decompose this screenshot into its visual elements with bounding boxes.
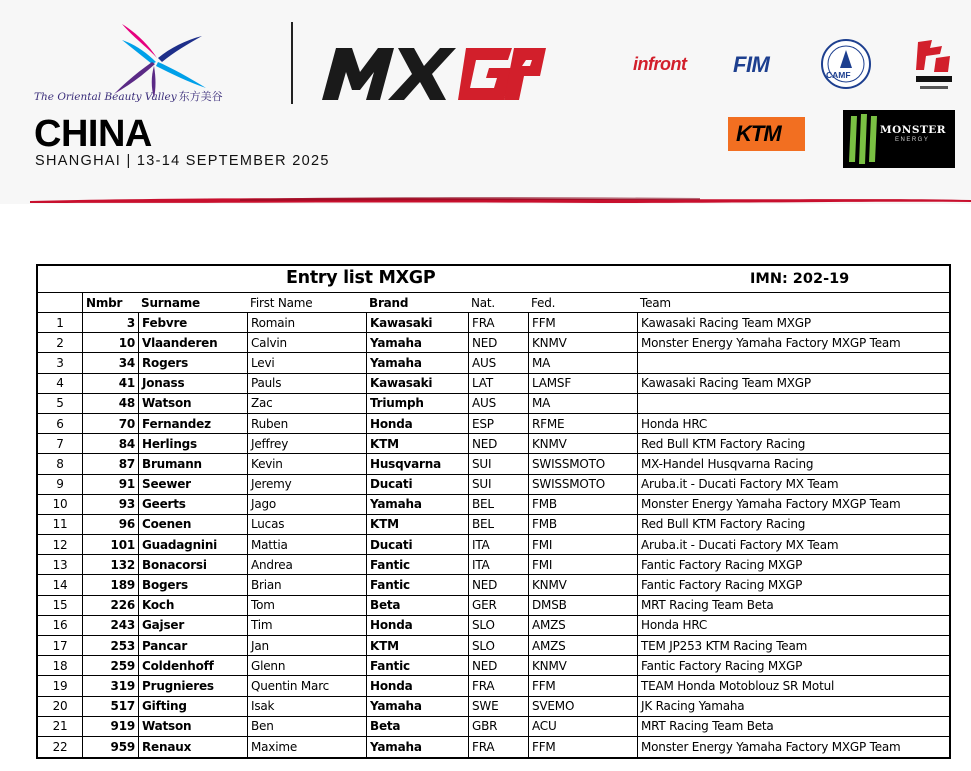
rider-federation: SVEMO [528,697,637,716]
rider-federation: SWISSMOTO [528,475,637,494]
red-brush-stroke [0,193,971,207]
rider-nationality: SLO [468,616,528,635]
rider-first-name: Maxime [247,737,366,757]
header-nat: Nat. [471,295,496,310]
rider-brand: Kawasaki [366,374,468,393]
table-row [38,575,949,595]
rider-brand: Triumph [366,394,468,413]
row-index: 5 [56,396,64,411]
rider-team: Fantic Factory Racing MXGP [637,656,949,675]
rider-nationality: BEL [468,515,528,534]
rider-surname: Herlings [138,434,247,453]
rider-brand: Fantic [366,656,468,675]
rider-team: Fantic Factory Racing MXGP [637,555,949,574]
rider-first-name: Tim [247,616,366,635]
table-row [38,353,949,373]
rider-nationality: ESP [468,414,528,433]
rider-federation: KNMV [528,575,637,594]
rider-number: 919 [82,717,138,736]
header-number: Nmbr [82,293,138,312]
table-row [38,434,949,454]
fim-logo: FIM [733,52,770,77]
rider-team: Aruba.it - Ducati Factory MX Team [637,535,949,554]
row-index: 14 [52,578,68,593]
table-row [38,596,949,616]
row-index: 1 [56,315,64,330]
rider-federation: KNMV [528,434,637,453]
table-row [38,495,949,515]
rider-brand: KTM [366,515,468,534]
monster-claw-icon [843,110,883,168]
row-index: 4 [56,376,64,391]
infront-logo: infront [633,54,687,74]
rider-federation: AMZS [528,636,637,655]
header-index [38,293,82,312]
rider-first-name: Zac [247,394,366,413]
rider-nationality: ITA [468,555,528,574]
rider-federation: FMI [528,535,637,554]
table-row [38,717,949,737]
row-index: 19 [52,678,68,693]
rider-first-name: Jeffrey [247,434,366,453]
rider-brand: Honda [366,676,468,695]
rider-team: Honda HRC [637,616,949,635]
rider-first-name: Isak [247,697,366,716]
rider-team: TEM JP253 KTM Racing Team [637,636,949,655]
rider-federation: FMI [528,555,637,574]
rider-surname: Renaux [138,737,247,757]
rider-federation: LAMSF [528,374,637,393]
rider-nationality: NED [468,575,528,594]
camf-text: CAMF [826,70,851,80]
logo-divider [291,22,293,104]
imn-number: IMN: 202-19 [750,271,850,287]
rider-federation: MA [528,394,637,413]
rider-nationality: BEL [468,495,528,514]
rider-surname: Watson [138,394,247,413]
table-header-row [38,293,949,313]
rider-surname: Brumann [138,454,247,473]
header-brand: Brand [369,295,409,310]
rider-surname: Guadagnini [138,535,247,554]
rider-federation: SWISSMOTO [528,454,637,473]
monster-logo-subtext: ENERGY [895,137,930,143]
rider-surname: Coenen [138,515,247,534]
rider-number: 226 [82,596,138,615]
rider-number: 93 [82,495,138,514]
rider-nationality: FRA [468,313,528,332]
rider-brand: Ducati [366,535,468,554]
table-row [38,656,949,676]
rider-number: 101 [82,535,138,554]
rider-number: 96 [82,515,138,534]
row-index: 3 [56,355,64,370]
monster-logo-text: MONSTER [880,124,946,136]
table-row [38,616,949,636]
oriental-logo-cn: 东方美谷 [178,90,223,103]
table-row [38,737,949,757]
rider-number: 87 [82,454,138,473]
row-index: 21 [52,719,68,734]
table-title-row [38,266,949,293]
event-header [0,0,971,204]
rider-number: 132 [82,555,138,574]
rider-first-name: Jeremy [247,475,366,494]
rider-number: 259 [82,656,138,675]
rider-surname: Prugnieres [138,676,247,695]
rider-first-name: Jago [247,495,366,514]
header-first-name: First Name [250,295,313,310]
rider-surname: Jonass [138,374,247,393]
rider-first-name: Tom [247,596,366,615]
rider-number: 41 [82,374,138,393]
rider-nationality: AUS [468,394,528,413]
rider-nationality: ITA [468,535,528,554]
row-index: 12 [52,537,68,552]
event-country: CHINA [34,113,152,155]
rider-nationality: SWE [468,697,528,716]
header-fed: Fed. [531,295,556,310]
rider-first-name: Andrea [247,555,366,574]
table-row [38,374,949,394]
rider-first-name: Levi [247,353,366,372]
rider-federation: AMZS [528,616,637,635]
rider-federation: RFME [528,414,637,433]
rider-brand: Yamaha [366,737,468,757]
table-row [38,535,949,555]
rider-number: 91 [82,475,138,494]
rider-first-name: Glenn [247,656,366,675]
rider-number: 517 [82,697,138,716]
rider-number: 34 [82,353,138,372]
row-index: 8 [56,456,64,471]
rider-first-name: Ben [247,717,366,736]
rider-nationality: SUI [468,454,528,473]
rider-number: 243 [82,616,138,635]
rider-brand: Yamaha [366,495,468,514]
row-index: 22 [52,740,68,755]
table-row [38,394,949,414]
ktm-logo-text: KTM [736,121,781,146]
rider-number: 959 [82,737,138,757]
rider-surname: Vlaanderen [138,333,247,352]
row-index: 9 [56,477,64,492]
rider-brand: Fantic [366,575,468,594]
rider-brand: Beta [366,596,468,615]
rider-federation: MA [528,353,637,372]
row-index: 15 [52,598,68,613]
rider-federation: KNMV [528,656,637,675]
rider-surname: Gajser [138,616,247,635]
table-row [38,454,949,474]
rider-first-name: Ruben [247,414,366,433]
rider-first-name: Quentin Marc [247,676,366,695]
rider-first-name: Brian [247,575,366,594]
camf-logo [820,38,872,90]
rider-surname: Gifting [138,697,247,716]
entry-list-table [36,264,951,759]
rider-nationality: AUS [468,353,528,372]
oriental-logo-text: The Oriental Beauty Valley 东方美谷 [34,90,223,103]
rider-surname: Fernandez [138,414,247,433]
table-row [38,333,949,353]
rider-nationality: SLO [468,636,528,655]
rider-team [637,353,949,372]
rider-brand: KTM [366,434,468,453]
rider-number: 84 [82,434,138,453]
rider-team: Monster Energy Yamaha Factory MXGP Team [637,495,949,514]
table-row [38,697,949,717]
row-index: 18 [52,658,68,673]
rider-number: 10 [82,333,138,352]
rider-surname: Febvre [138,313,247,332]
header-team: Team [640,295,671,310]
rider-team: Kawasaki Racing Team MXGP [637,374,949,393]
he-sports-logo [912,36,956,94]
rider-nationality: NED [468,656,528,675]
rider-nationality: FRA [468,737,528,757]
rider-number: 70 [82,414,138,433]
mxgp-logo [316,38,546,106]
rider-first-name: Pauls [247,374,366,393]
rider-brand: Kawasaki [366,313,468,332]
rider-nationality: SUI [468,475,528,494]
rider-first-name: Romain [247,313,366,332]
rider-federation: ACU [528,717,637,736]
rider-team: Honda HRC [637,414,949,433]
rider-team: Aruba.it - Ducati Factory MX Team [637,475,949,494]
rider-federation: KNMV [528,333,637,352]
rider-team: Red Bull KTM Factory Racing [637,434,949,453]
rider-team: Monster Energy Yamaha Factory MXGP Team [637,333,949,352]
rider-surname: Pancar [138,636,247,655]
rider-brand: Fantic [366,555,468,574]
rider-nationality: NED [468,333,528,352]
rider-surname: Coldenhoff [138,656,247,675]
rider-team: Fantic Factory Racing MXGP [637,575,949,594]
rider-nationality: NED [468,434,528,453]
rider-first-name: Jan [247,636,366,655]
rider-first-name: Calvin [247,333,366,352]
rider-federation: FFM [528,737,637,757]
rider-number: 3 [82,313,138,332]
rider-surname: Bonacorsi [138,555,247,574]
table-row [38,475,949,495]
rider-nationality: GBR [468,717,528,736]
row-index: 2 [56,335,64,350]
rider-first-name: Kevin [247,454,366,473]
rider-surname: Seewer [138,475,247,494]
rider-number: 48 [82,394,138,413]
row-index: 10 [52,497,68,512]
table-row [38,555,949,575]
rider-team: Monster Energy Yamaha Factory MXGP Team [637,737,949,757]
row-index: 20 [52,699,68,714]
rider-brand: Ducati [366,475,468,494]
rider-team: TEAM Honda Motoblouz SR Motul [637,676,949,695]
rider-team: MRT Racing Team Beta [637,596,949,615]
rider-first-name: Mattia [247,535,366,554]
rider-team [637,394,949,413]
row-index: 7 [56,436,64,451]
table-body [38,313,949,757]
rider-brand: Yamaha [366,353,468,372]
row-index: 11 [52,517,68,532]
rider-team: MRT Racing Team Beta [637,717,949,736]
rider-surname: Bogers [138,575,247,594]
table-row [38,676,949,696]
rider-brand: Husqvarna [366,454,468,473]
table-title: Entry list MXGP [286,268,436,288]
rider-brand: Yamaha [366,333,468,352]
row-index: 17 [52,638,68,653]
rider-brand: Honda [366,414,468,433]
rider-brand: Honda [366,616,468,635]
rider-team: JK Racing Yamaha [637,697,949,716]
rider-team: Kawasaki Racing Team MXGP [637,313,949,332]
rider-federation: FFM [528,313,637,332]
event-location-date: SHANGHAI | 13-14 SEPTEMBER 2025 [35,153,330,169]
rider-surname: Geerts [138,495,247,514]
row-index: 6 [56,416,64,431]
rider-federation: FMB [528,495,637,514]
table-row [38,515,949,535]
rider-nationality: FRA [468,676,528,695]
rider-surname: Koch [138,596,247,615]
rider-surname: Rogers [138,353,247,372]
rider-team: MX-Handel Husqvarna Racing [637,454,949,473]
rider-nationality: LAT [468,374,528,393]
rider-brand: Beta [366,717,468,736]
rider-federation: DMSB [528,596,637,615]
rider-number: 253 [82,636,138,655]
rider-brand: KTM [366,636,468,655]
rider-nationality: GER [468,596,528,615]
rider-surname: Watson [138,717,247,736]
table-row [38,414,949,434]
rider-brand: Yamaha [366,697,468,716]
rider-number: 189 [82,575,138,594]
rider-federation: FMB [528,515,637,534]
rider-team: Red Bull KTM Factory Racing [637,515,949,534]
rider-first-name: Lucas [247,515,366,534]
rider-number: 319 [82,676,138,695]
table-row [38,313,949,333]
row-index: 16 [52,618,68,633]
table-row [38,636,949,656]
header-surname: Surname [141,295,200,310]
rider-federation: FFM [528,676,637,695]
row-index: 13 [52,557,68,572]
